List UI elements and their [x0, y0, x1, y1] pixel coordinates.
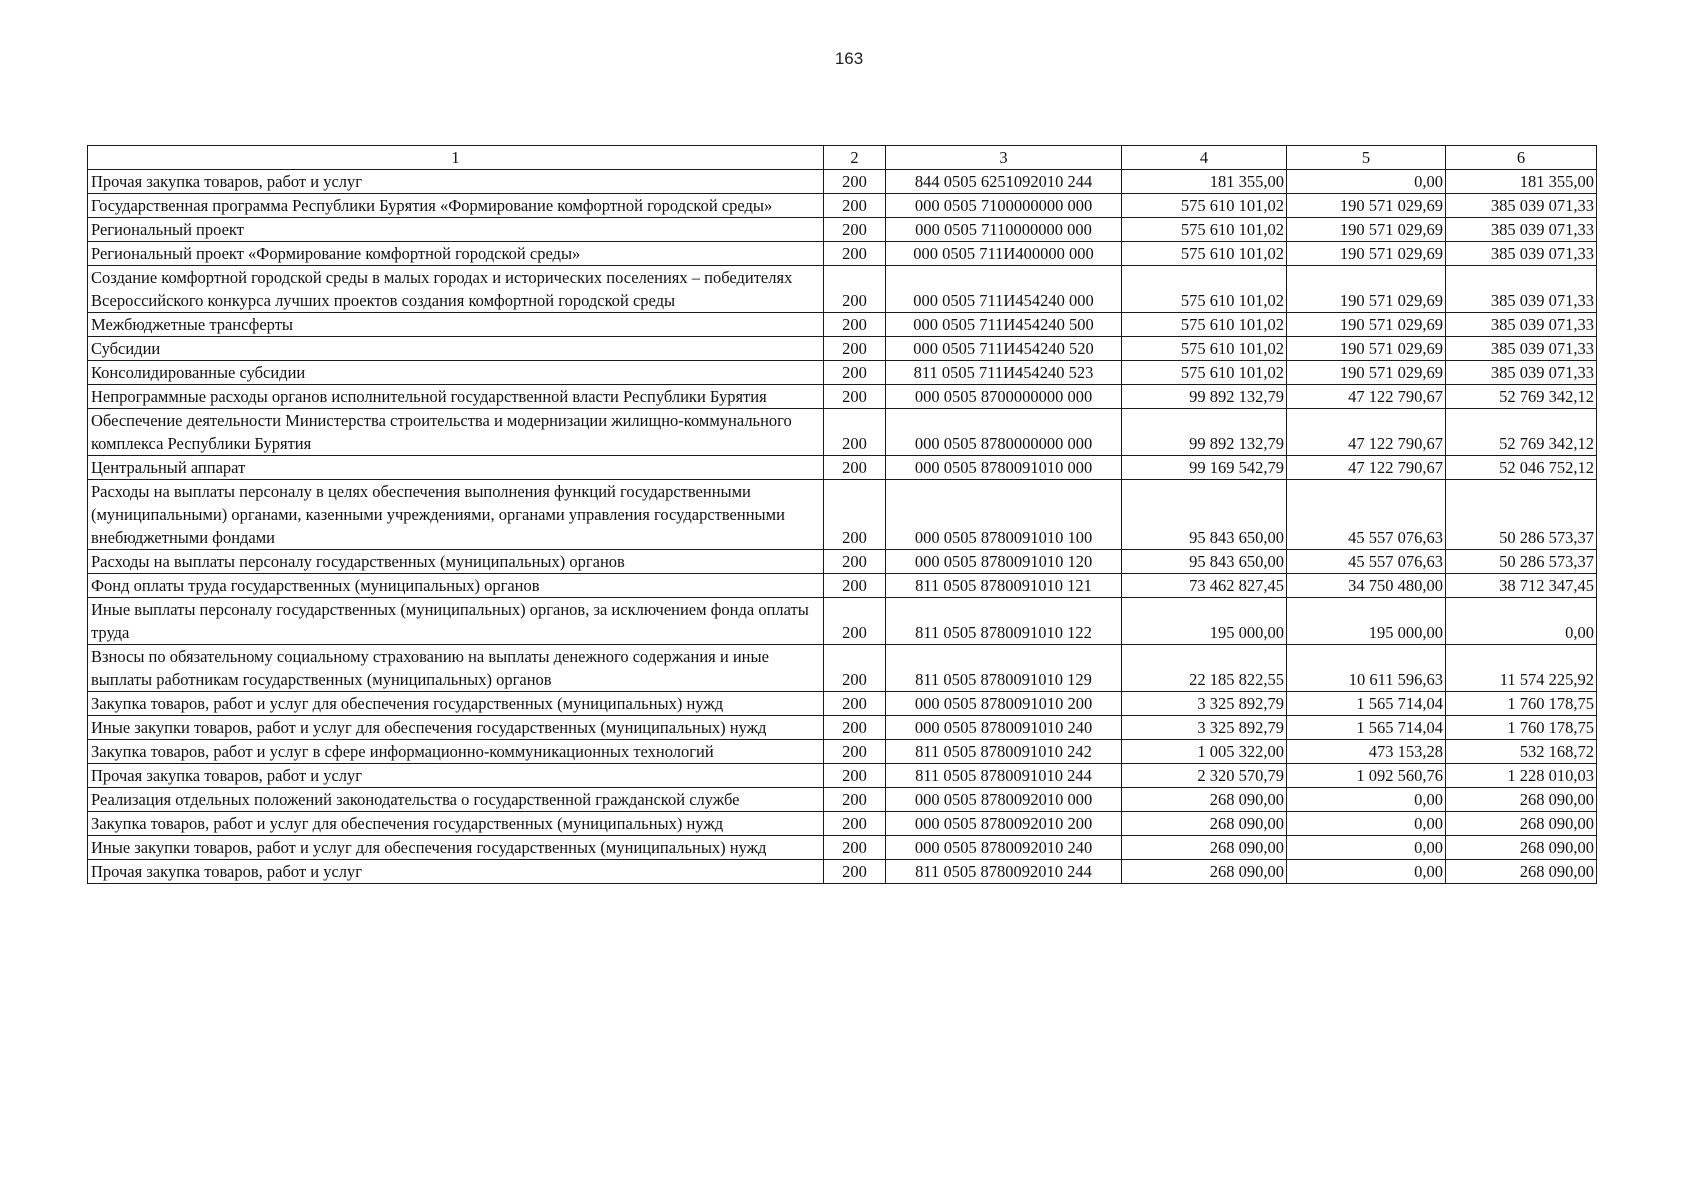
row-classification-code-cell: 811 0505 8780092010 244: [886, 860, 1122, 884]
table-row: [88, 385, 1597, 409]
row-classification-code-cell: 000 0505 8780091010 120: [886, 550, 1122, 574]
row-name-cell: Закупка товаров, работ и услуг для обеспечения государственных (муниципальных) нужд: [88, 692, 824, 716]
row-value-col4-cell: 3 325 892,79: [1122, 716, 1287, 740]
page-number: 163: [834, 49, 864, 68]
row-name-cell: Закупка товаров, работ и услуг в сфере информационно-коммуникационных технологий: [88, 740, 824, 764]
table-row: [88, 598, 1597, 645]
row-name-cell: Реализация отдельных положений законодательства о государственной гражданской службе: [88, 788, 824, 812]
row-value-col5-cell: 1 092 560,76: [1287, 764, 1446, 788]
row-value-col5-cell: 1 565 714,04: [1287, 716, 1446, 740]
row-value-col6-cell: 385 039 071,33: [1446, 242, 1597, 266]
row-value-col6-cell: 385 039 071,33: [1446, 194, 1597, 218]
row-value-col5-cell: 190 571 029,69: [1287, 194, 1446, 218]
row-name-cell: Иные закупки товаров, работ и услуг для обеспечения государственных (муниципальных) нужд: [88, 836, 824, 860]
row-name-cell: Иные закупки товаров, работ и услуг для обеспечения государственных (муниципальных) нужд: [88, 716, 824, 740]
row-line-code-cell: 200: [824, 456, 886, 480]
table-row: [88, 860, 1597, 884]
row-classification-code-cell: 811 0505 711И454240 523: [886, 361, 1122, 385]
row-classification-code-cell: 811 0505 8780091010 121: [886, 574, 1122, 598]
row-name-cell: Взносы по обязательному социальному страхованию на выплаты денежного содержания и иные выплаты работникам государственных (муниципальных) органов: [88, 645, 824, 692]
row-value-col4-cell: 99 892 132,79: [1122, 385, 1287, 409]
row-line-code-cell: 200: [824, 361, 886, 385]
header-row: [88, 146, 1597, 170]
column-header: 3: [886, 146, 1122, 170]
row-value-col4-cell: 73 462 827,45: [1122, 574, 1287, 598]
column-header: 2: [824, 146, 886, 170]
table-row: [88, 574, 1597, 598]
row-line-code-cell: 200: [824, 385, 886, 409]
row-name-cell: Региональный проект «Формирование комфортной городской среды»: [88, 242, 824, 266]
row-line-code-cell: 200: [824, 337, 886, 361]
row-value-col5-cell: 190 571 029,69: [1287, 361, 1446, 385]
row-value-col6-cell: 385 039 071,33: [1446, 266, 1597, 313]
row-line-code-cell: 200: [824, 574, 886, 598]
row-value-col5-cell: 0,00: [1287, 812, 1446, 836]
row-value-col5-cell: 473 153,28: [1287, 740, 1446, 764]
row-value-col5-cell: 10 611 596,63: [1287, 645, 1446, 692]
row-value-col6-cell: 52 046 752,12: [1446, 456, 1597, 480]
table-row: [88, 645, 1597, 692]
row-value-col6-cell: 1 228 010,03: [1446, 764, 1597, 788]
row-value-col5-cell: 47 122 790,67: [1287, 385, 1446, 409]
row-value-col4-cell: 22 185 822,55: [1122, 645, 1287, 692]
row-classification-code-cell: 811 0505 8780091010 129: [886, 645, 1122, 692]
row-value-col5-cell: 190 571 029,69: [1287, 242, 1446, 266]
row-line-code-cell: 200: [824, 836, 886, 860]
row-value-col6-cell: 181 355,00: [1446, 170, 1597, 194]
row-value-col5-cell: 190 571 029,69: [1287, 337, 1446, 361]
row-value-col4-cell: 3 325 892,79: [1122, 692, 1287, 716]
row-classification-code-cell: 000 0505 8780091010 100: [886, 480, 1122, 550]
row-value-col6-cell: 385 039 071,33: [1446, 313, 1597, 337]
row-name-cell: Фонд оплаты труда государственных (муниципальных) органов: [88, 574, 824, 598]
row-classification-code-cell: 000 0505 711И454240 000: [886, 266, 1122, 313]
row-classification-code-cell: 811 0505 8780091010 122: [886, 598, 1122, 645]
row-name-cell: Создание комфортной городской среды в малых городах и исторических поселениях – победителях Всероссийского конкурса лучших проектов создания комфортной городской среды: [88, 266, 824, 313]
row-value-col5-cell: 195 000,00: [1287, 598, 1446, 645]
row-classification-code-cell: 811 0505 8780091010 242: [886, 740, 1122, 764]
table-row: [88, 456, 1597, 480]
row-line-code-cell: 200: [824, 812, 886, 836]
row-value-col4-cell: 95 843 650,00: [1122, 480, 1287, 550]
column-header: 6: [1446, 146, 1597, 170]
row-value-col6-cell: 0,00: [1446, 598, 1597, 645]
row-line-code-cell: 200: [824, 692, 886, 716]
row-line-code-cell: 200: [824, 313, 886, 337]
row-classification-code-cell: 000 0505 8700000000 000: [886, 385, 1122, 409]
row-value-col6-cell: 38 712 347,45: [1446, 574, 1597, 598]
row-name-cell: Закупка товаров, работ и услуг для обеспечения государственных (муниципальных) нужд: [88, 812, 824, 836]
row-name-cell: Субсидии: [88, 337, 824, 361]
row-classification-code-cell: 000 0505 8780092010 200: [886, 812, 1122, 836]
row-value-col4-cell: 95 843 650,00: [1122, 550, 1287, 574]
row-value-col4-cell: 575 610 101,02: [1122, 218, 1287, 242]
row-name-cell: Обеспечение деятельности Министерства строительства и модернизации жилищно-коммунального комплекса Республики Бурятия: [88, 409, 824, 456]
table-row: [88, 716, 1597, 740]
row-line-code-cell: 200: [824, 764, 886, 788]
row-line-code-cell: 200: [824, 716, 886, 740]
row-classification-code-cell: 000 0505 8780092010 000: [886, 788, 1122, 812]
row-value-col4-cell: 181 355,00: [1122, 170, 1287, 194]
row-classification-code-cell: 000 0505 711И400000 000: [886, 242, 1122, 266]
row-value-col4-cell: 1 005 322,00: [1122, 740, 1287, 764]
row-classification-code-cell: 000 0505 8780092010 240: [886, 836, 1122, 860]
row-value-col4-cell: 575 610 101,02: [1122, 313, 1287, 337]
row-name-cell: Региональный проект: [88, 218, 824, 242]
table-row: [88, 266, 1597, 313]
row-classification-code-cell: 844 0505 6251092010 244: [886, 170, 1122, 194]
row-value-col6-cell: 385 039 071,33: [1446, 337, 1597, 361]
table-row: [88, 788, 1597, 812]
row-classification-code-cell: 000 0505 7110000000 000: [886, 218, 1122, 242]
row-value-col5-cell: 1 565 714,04: [1287, 692, 1446, 716]
row-value-col5-cell: 190 571 029,69: [1287, 218, 1446, 242]
row-value-col6-cell: 268 090,00: [1446, 836, 1597, 860]
row-value-col6-cell: 11 574 225,92: [1446, 645, 1597, 692]
table-row: [88, 194, 1597, 218]
row-value-col4-cell: 195 000,00: [1122, 598, 1287, 645]
row-value-col4-cell: 575 610 101,02: [1122, 266, 1287, 313]
row-name-cell: Прочая закупка товаров, работ и услуг: [88, 860, 824, 884]
row-line-code-cell: 200: [824, 740, 886, 764]
row-line-code-cell: 200: [824, 788, 886, 812]
table-row: [88, 361, 1597, 385]
row-classification-code-cell: 000 0505 8780091010 000: [886, 456, 1122, 480]
row-value-col5-cell: 0,00: [1287, 170, 1446, 194]
row-name-cell: Иные выплаты персоналу государственных (муниципальных) органов, за исключением фонда оплаты труда: [88, 598, 824, 645]
row-value-col4-cell: 99 892 132,79: [1122, 409, 1287, 456]
row-name-cell: Консолидированные субсидии: [88, 361, 824, 385]
table-row: [88, 480, 1597, 550]
row-line-code-cell: 200: [824, 409, 886, 456]
row-value-col6-cell: 52 769 342,12: [1446, 409, 1597, 456]
row-value-col5-cell: 0,00: [1287, 836, 1446, 860]
table-row: [88, 218, 1597, 242]
row-name-cell: Государственная программа Республики Бурятия «Формирование комфортной городской среды»: [88, 194, 824, 218]
row-name-cell: Расходы на выплаты персоналу в целях обеспечения выполнения функций государственными (муниципальными) органами, казенными учреждениями, органами управления государственными внебюджетными фондами: [88, 480, 824, 550]
row-value-col5-cell: 0,00: [1287, 788, 1446, 812]
row-line-code-cell: 200: [824, 860, 886, 884]
table-row: [88, 692, 1597, 716]
row-line-code-cell: 200: [824, 218, 886, 242]
row-value-col6-cell: 52 769 342,12: [1446, 385, 1597, 409]
column-header: 1: [88, 146, 824, 170]
column-header: 4: [1122, 146, 1287, 170]
row-value-col4-cell: 268 090,00: [1122, 860, 1287, 884]
row-value-col6-cell: 50 286 573,37: [1446, 550, 1597, 574]
row-value-col5-cell: 45 557 076,63: [1287, 480, 1446, 550]
row-value-col5-cell: 34 750 480,00: [1287, 574, 1446, 598]
table-row: [88, 170, 1597, 194]
row-value-col6-cell: 532 168,72: [1446, 740, 1597, 764]
row-value-col4-cell: 268 090,00: [1122, 812, 1287, 836]
row-line-code-cell: 200: [824, 645, 886, 692]
row-value-col6-cell: 50 286 573,37: [1446, 480, 1597, 550]
row-classification-code-cell: 000 0505 8780000000 000: [886, 409, 1122, 456]
row-value-col6-cell: 268 090,00: [1446, 860, 1597, 884]
row-value-col4-cell: 268 090,00: [1122, 788, 1287, 812]
row-value-col5-cell: 0,00: [1287, 860, 1446, 884]
row-line-code-cell: 200: [824, 242, 886, 266]
row-value-col6-cell: 1 760 178,75: [1446, 692, 1597, 716]
row-value-col4-cell: 575 610 101,02: [1122, 361, 1287, 385]
row-value-col5-cell: 190 571 029,69: [1287, 313, 1446, 337]
table-row: [88, 409, 1597, 456]
table-row: [88, 550, 1597, 574]
row-value-col4-cell: 575 610 101,02: [1122, 242, 1287, 266]
row-value-col6-cell: 1 760 178,75: [1446, 716, 1597, 740]
row-value-col6-cell: 385 039 071,33: [1446, 218, 1597, 242]
row-name-cell: Непрограммные расходы органов исполнительной государственной власти Республики Бурятия: [88, 385, 824, 409]
row-line-code-cell: 200: [824, 480, 886, 550]
row-name-cell: Расходы на выплаты персоналу государственных (муниципальных) органов: [88, 550, 824, 574]
budget-table: [87, 145, 1597, 884]
row-value-col5-cell: 45 557 076,63: [1287, 550, 1446, 574]
row-name-cell: Прочая закупка товаров, работ и услуг: [88, 170, 824, 194]
row-classification-code-cell: 000 0505 711И454240 520: [886, 337, 1122, 361]
row-line-code-cell: 200: [824, 194, 886, 218]
table-row: [88, 764, 1597, 788]
row-value-col5-cell: 47 122 790,67: [1287, 409, 1446, 456]
table-row: [88, 812, 1597, 836]
column-header: 5: [1287, 146, 1446, 170]
row-value-col4-cell: 575 610 101,02: [1122, 337, 1287, 361]
row-line-code-cell: 200: [824, 266, 886, 313]
table-row: [88, 740, 1597, 764]
table-row: [88, 242, 1597, 266]
row-classification-code-cell: 000 0505 711И454240 500: [886, 313, 1122, 337]
row-name-cell: Прочая закупка товаров, работ и услуг: [88, 764, 824, 788]
row-value-col6-cell: 268 090,00: [1446, 812, 1597, 836]
row-line-code-cell: 200: [824, 170, 886, 194]
row-value-col4-cell: 99 169 542,79: [1122, 456, 1287, 480]
row-value-col4-cell: 268 090,00: [1122, 836, 1287, 860]
row-value-col6-cell: 268 090,00: [1446, 788, 1597, 812]
row-value-col6-cell: 385 039 071,33: [1446, 361, 1597, 385]
row-value-col5-cell: 190 571 029,69: [1287, 266, 1446, 313]
row-classification-code-cell: 000 0505 8780091010 200: [886, 692, 1122, 716]
table-row: [88, 337, 1597, 361]
row-name-cell: Центральный аппарат: [88, 456, 824, 480]
table-row: [88, 836, 1597, 860]
row-name-cell: Межбюджетные трансферты: [88, 313, 824, 337]
table-row: [88, 313, 1597, 337]
row-classification-code-cell: 000 0505 8780091010 240: [886, 716, 1122, 740]
row-value-col4-cell: 575 610 101,02: [1122, 194, 1287, 218]
row-classification-code-cell: 811 0505 8780091010 244: [886, 764, 1122, 788]
row-value-col4-cell: 2 320 570,79: [1122, 764, 1287, 788]
row-line-code-cell: 200: [824, 598, 886, 645]
row-classification-code-cell: 000 0505 7100000000 000: [886, 194, 1122, 218]
row-value-col5-cell: 47 122 790,67: [1287, 456, 1446, 480]
row-line-code-cell: 200: [824, 550, 886, 574]
